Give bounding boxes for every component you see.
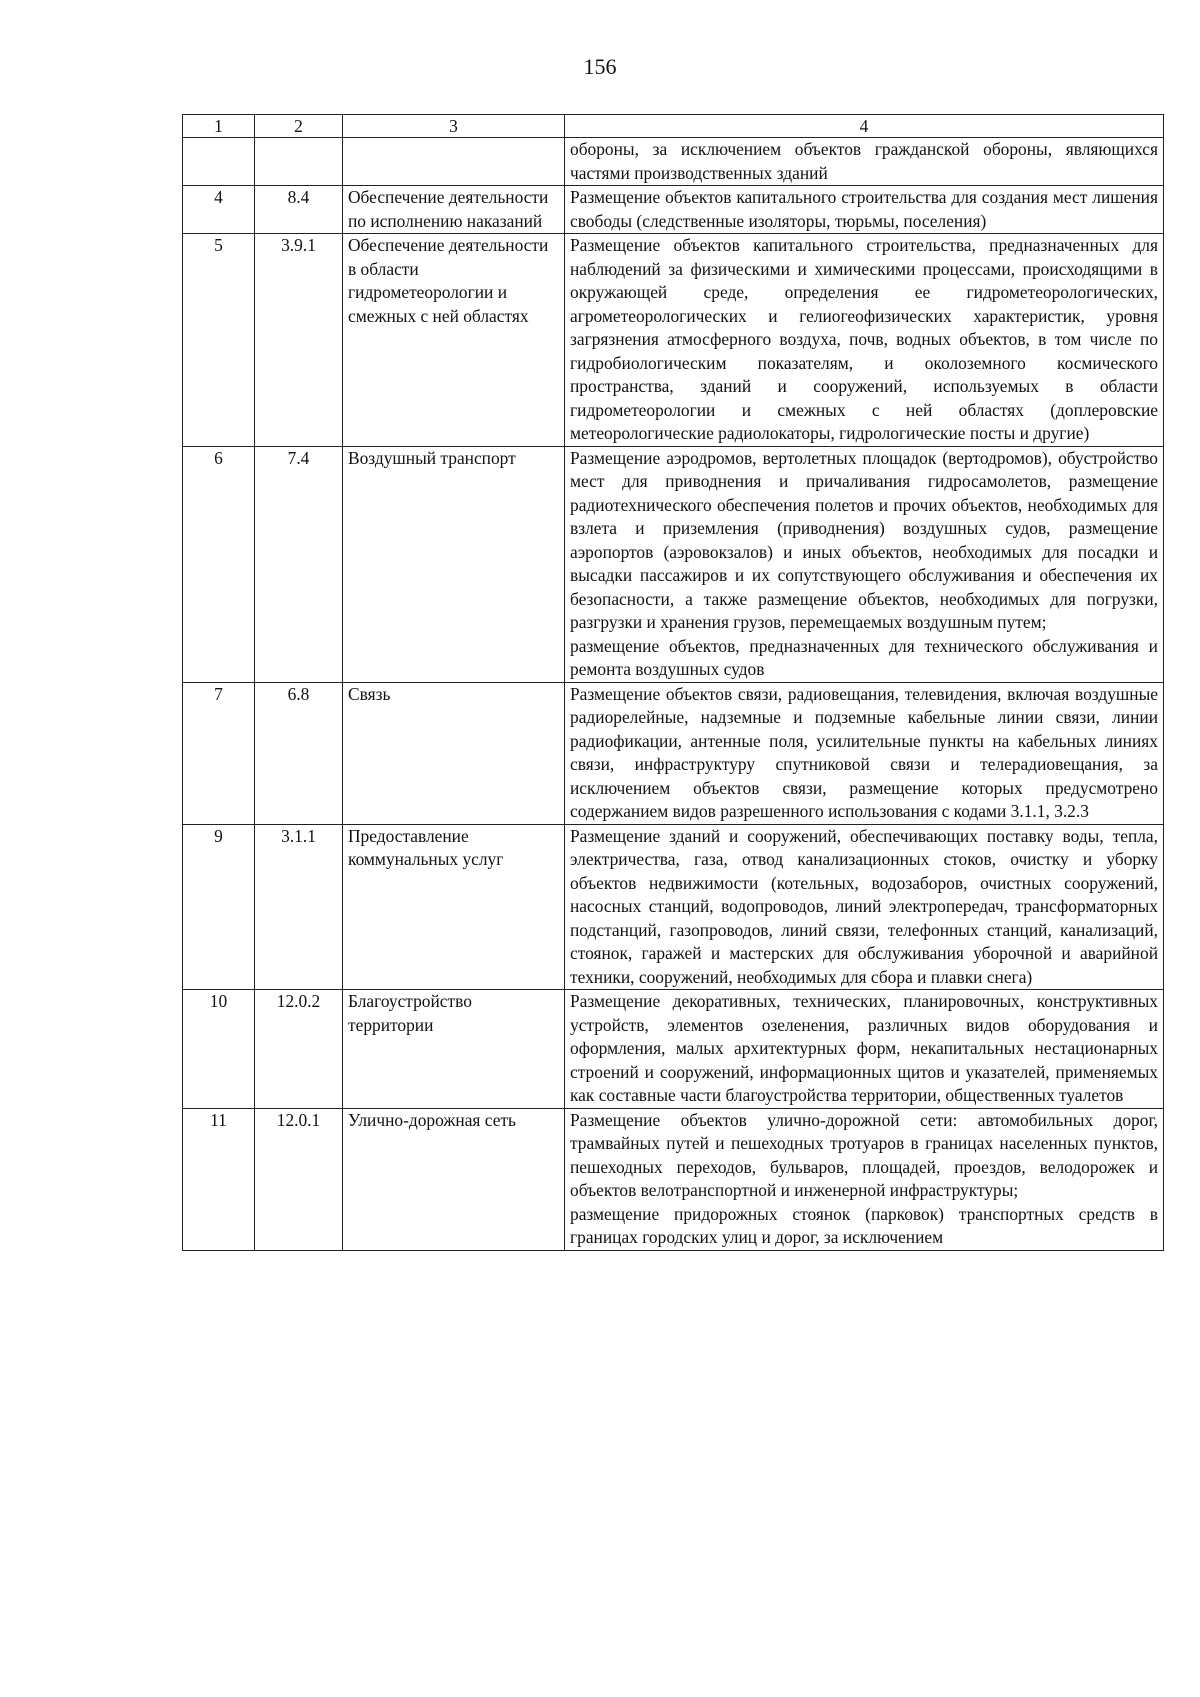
description-paragraph: размещение объектов, предназначенных для технического обслуживания и ремонта воздушных судов	[570, 635, 1158, 679]
use-name-cell: Предоставление коммунальных услуг	[343, 824, 565, 990]
header-col-3: 3	[343, 115, 565, 138]
description-paragraph: Размещение аэродромов, вертолетных площадок (вертодромов), обустройство мест для приводнения и причаливания гидросамолетов, размещение радиотехнического обеспечения полетов и прочих объектов, необходимых для взлета и приземления (приводнения) воздушных судов, размещение аэропортов (аэровокзалов) и иных объектов, необходимых для посадки и высадки пассажиров и их сопутствующего обслуживания и обеспечения их безопасности, а также размещение объектов, необходимых для погрузки, разгрузки и хранения грузов, перемещаемых воздушным путем;	[570, 447, 1158, 632]
use-code-cell: 3.9.1	[255, 234, 343, 447]
land-use-table	[182, 114, 1164, 1251]
use-code-cell: 6.8	[255, 682, 343, 824]
table-body	[183, 138, 1164, 1251]
table-row	[183, 990, 1164, 1109]
use-name-cell	[343, 138, 565, 186]
row-number-cell: 10	[183, 990, 255, 1109]
use-code-cell: 8.4	[255, 186, 343, 234]
use-name-cell: Улично-дорожная сеть	[343, 1108, 565, 1250]
table-row	[183, 138, 1164, 186]
row-number-cell: 11	[183, 1108, 255, 1250]
description-paragraph: Размещение декоративных, технических, планировочных, конструктивных устройств, элементов озеленения, различных видов оборудования и оформления, малых архитектурных форм, некапитальных нестационарных строений и сооружений, информационных щитов и указателей, применяемых как составные части благоустройства территории, общественных туалетов	[570, 991, 1158, 1105]
table-row	[183, 234, 1164, 447]
use-name-cell: Благоустройство территории	[343, 990, 565, 1109]
use-description-cell	[565, 138, 1164, 186]
table-header-row	[183, 115, 1164, 138]
table-row	[183, 824, 1164, 990]
use-code-cell: 12.0.1	[255, 1108, 343, 1250]
description-paragraph: размещение придорожных стоянок (парковок) транспортных средств в границах городских улиц и дорог, за исключением	[570, 1203, 1158, 1247]
header-col-4: 4	[565, 115, 1164, 138]
table-row	[183, 1108, 1164, 1250]
description-paragraph: Размещение зданий и сооружений, обеспечивающих поставку воды, тепла, электричества, газа, отвод канализационных стоков, очистку и уборку объектов недвижимости (котельных, водозаборов, очистных сооружений, насосных станций, водопроводов, линий электропередач, трансформаторных подстанций, газопроводов, линий связи, телефонных станций, канализаций, стоянок, гаражей и мастерских для обслуживания уборочной и аварийной техники, сооружений, необходимых для сбора и плавки снега)	[570, 825, 1158, 987]
table-row	[183, 446, 1164, 682]
use-description-cell	[565, 824, 1164, 990]
use-description-cell	[565, 446, 1164, 682]
row-number-cell: 4	[183, 186, 255, 234]
description-paragraph: Размещение объектов улично-дорожной сети: автомобильных дорог, трамвайных путей и пешеходных тротуаров в границах населенных пунктов, пешеходных переходов, бульваров, площадей, проездов, велодорожек и объектов велотранспортной и инженерной инфраструктуры;	[570, 1109, 1158, 1200]
description-paragraph: Размещение объектов капитального строительства, предназначенных для наблюдений за физическими и химическими процессами, происходящими в окружающей среде, определения ее гидрометеорологических, агрометеорологических и гелиогеофизических характеристик, уровня загрязнения атмосферного воздуха, почв, водных объектов, в том числе по гидробиологическим показателям, и околоземного космического пространства, зданий и сооружений, используемых в области гидрометеорологии и смежных с ней областях (доплеровские метеорологические радиолокаторы, гидрологические посты и другие)	[570, 235, 1158, 443]
use-description-cell	[565, 1108, 1164, 1250]
row-number-cell: 7	[183, 682, 255, 824]
use-code-cell	[255, 138, 343, 186]
row-number-cell: 6	[183, 446, 255, 682]
use-description-cell	[565, 234, 1164, 447]
table-row	[183, 682, 1164, 824]
use-name-cell: Обеспечение деятельности в области гидрометеорологии и смежных с ней областях	[343, 234, 565, 447]
use-code-cell: 12.0.2	[255, 990, 343, 1109]
use-name-cell: Воздушный транспорт	[343, 446, 565, 682]
header-col-2: 2	[255, 115, 343, 138]
use-code-cell: 7.4	[255, 446, 343, 682]
row-number-cell	[183, 138, 255, 186]
table-row	[183, 186, 1164, 234]
row-number-cell: 5	[183, 234, 255, 447]
description-paragraph: Размещение объектов связи, радиовещания, телевидения, включая воздушные радиорелейные, надземные и подземные кабельные линии связи, линии радиофикации, антенные поля, усилительные пункты на кабельных линиях связи, инфраструктуру спутниковой связи и телерадиовещания, за исключением объектов связи, размещение которых предусмотрено содержанием видов разрешенного использования с кодами 3.1.1, 3.2.3	[570, 683, 1158, 821]
header-col-1: 1	[183, 115, 255, 138]
use-name-cell: Связь	[343, 682, 565, 824]
row-number-cell: 9	[183, 824, 255, 990]
use-code-cell: 3.1.1	[255, 824, 343, 990]
description-paragraph: обороны, за исключением объектов гражданской обороны, являющихся частями производственных зданий	[570, 139, 1158, 183]
use-description-cell	[565, 682, 1164, 824]
description-paragraph: Размещение объектов капитального строительства для создания мест лишения свободы (следственные изоляторы, тюрьмы, поселения)	[570, 187, 1158, 231]
use-name-cell: Обеспечение деятельности по исполнению наказаний	[343, 186, 565, 234]
use-description-cell	[565, 990, 1164, 1109]
use-description-cell	[565, 186, 1164, 234]
page-number: 156	[583, 54, 617, 79]
